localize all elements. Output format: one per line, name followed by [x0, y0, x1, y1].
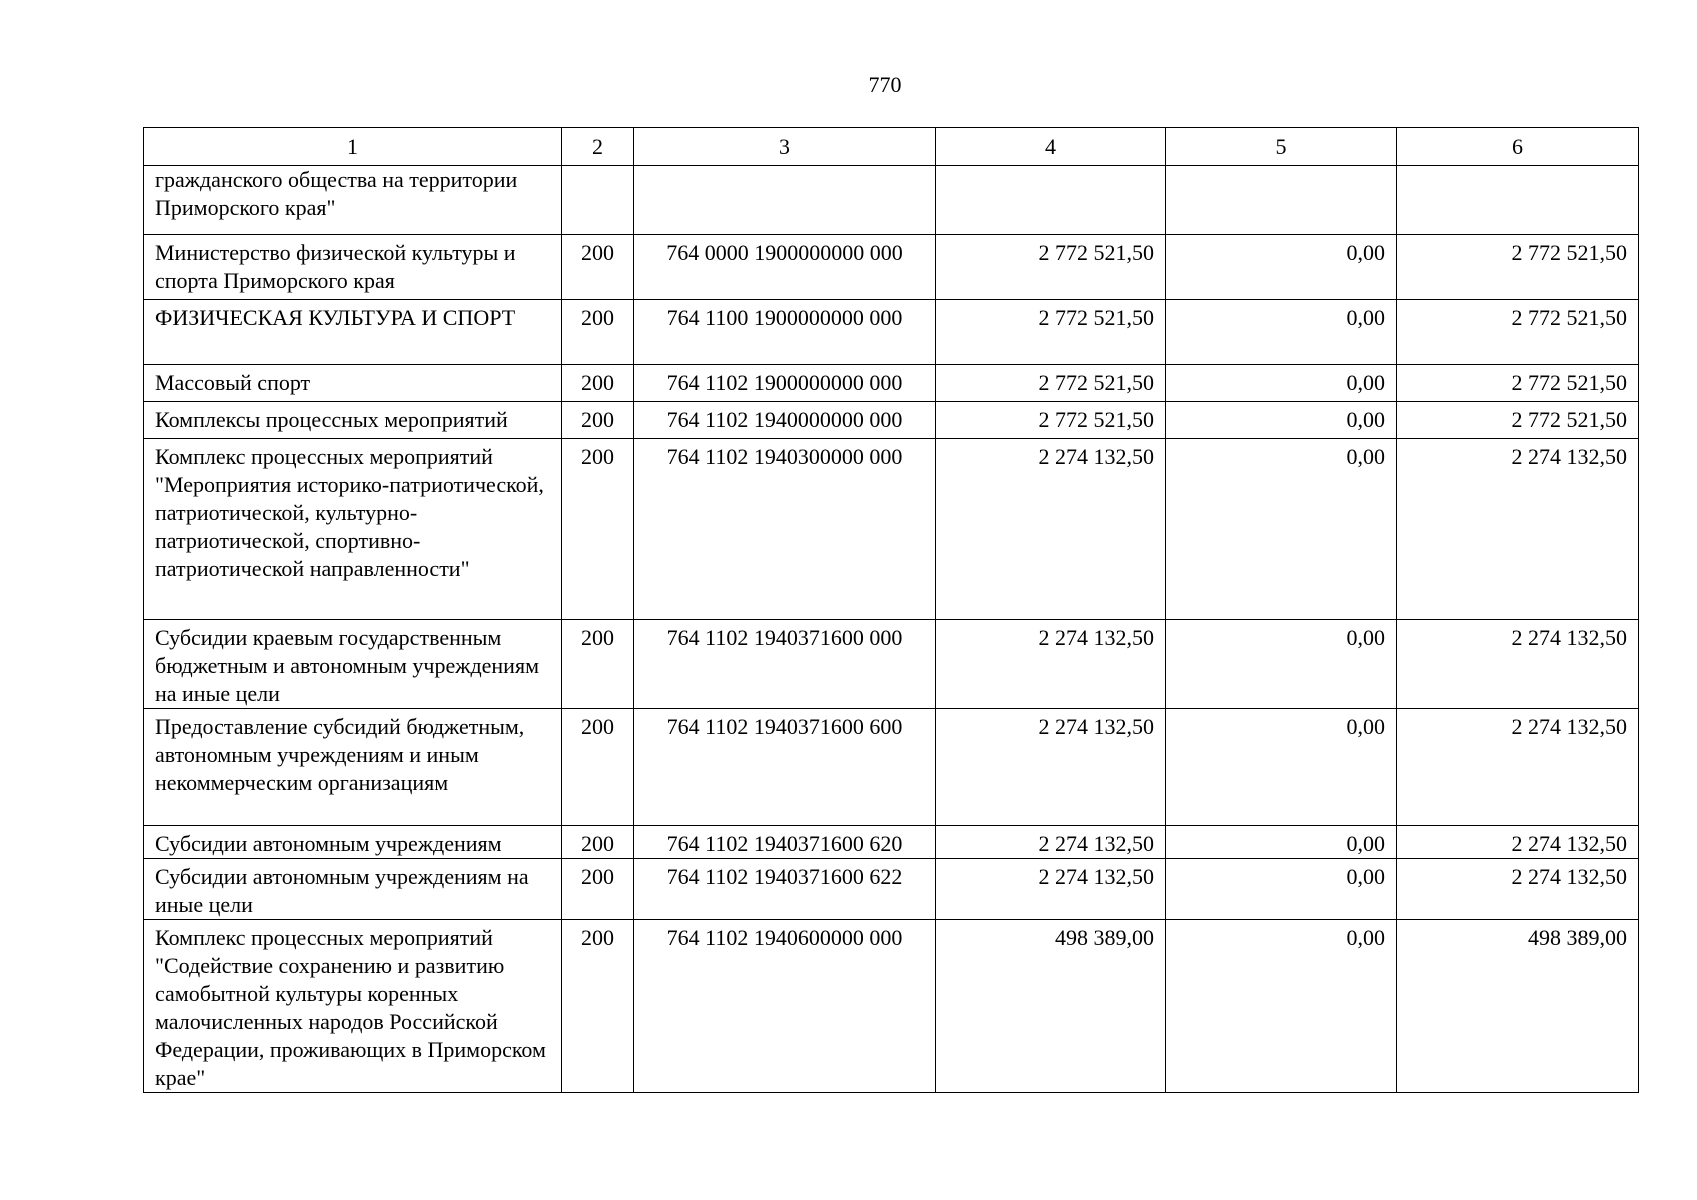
row-value5-cell: 0,00: [1166, 235, 1397, 300]
row-value5-cell: 0,00: [1166, 402, 1397, 439]
row-name-cell: Массовый спорт: [144, 365, 562, 402]
row-name-cell: Предоставление субсидий бюджетным, автономным учреждениям и иным некоммерческим организациям: [144, 709, 562, 826]
row-value4-cell: 2 772 521,50: [936, 300, 1166, 365]
row-name-cell: Субсидии автономным учреждениям: [144, 826, 562, 859]
row-code-cell: 200: [562, 300, 634, 365]
row-value5-cell: 0,00: [1166, 920, 1397, 1093]
row-name-cell: Комплекс процессных мероприятий "Содействие сохранению и развитию самобытной культуры коренных малочисленных народов Российской Федерации, проживающих в Приморском крае": [144, 920, 562, 1093]
row-code-cell: [562, 166, 634, 235]
row-code-cell: 200: [562, 365, 634, 402]
table-row: [144, 235, 1639, 300]
row-kbk-cell: 764 1102 1940000000 000: [634, 402, 936, 439]
row-value6-cell: 2 772 521,50: [1397, 300, 1639, 365]
row-kbk-cell: 764 1100 1900000000 000: [634, 300, 936, 365]
column-header: 5: [1166, 128, 1397, 166]
column-header: 3: [634, 128, 936, 166]
row-value5-cell: 0,00: [1166, 620, 1397, 709]
row-value6-cell: 2 772 521,50: [1397, 365, 1639, 402]
table-row: [144, 709, 1639, 826]
row-code-cell: 200: [562, 620, 634, 709]
table-row: [144, 402, 1639, 439]
row-kbk-cell: 764 1102 1940371600 600: [634, 709, 936, 826]
row-value4-cell: 2 772 521,50: [936, 402, 1166, 439]
row-value4-cell: 2 274 132,50: [936, 620, 1166, 709]
row-code-cell: 200: [562, 402, 634, 439]
row-kbk-cell: 764 1102 1940371600 620: [634, 826, 936, 859]
row-code-cell: 200: [562, 920, 634, 1093]
row-name-cell: Комплексы процессных мероприятий: [144, 402, 562, 439]
row-value4-cell: 2 274 132,50: [936, 859, 1166, 920]
row-value5-cell: 0,00: [1166, 300, 1397, 365]
table-row: [144, 300, 1639, 365]
table-row: [144, 620, 1639, 709]
table-row: [144, 166, 1639, 235]
table-row: [144, 859, 1639, 920]
row-code-cell: 200: [562, 439, 634, 620]
row-name-cell: Субсидии автономным учреждениям на иные цели: [144, 859, 562, 920]
table-row: [144, 826, 1639, 859]
table-header-row: [144, 128, 1639, 166]
row-name-cell: гражданского общества на территории Приморского края": [144, 166, 562, 235]
row-value6-cell: 2 772 521,50: [1397, 402, 1639, 439]
row-value6-cell: [1397, 166, 1639, 235]
row-value6-cell: 2 274 132,50: [1397, 620, 1639, 709]
row-kbk-cell: [634, 166, 936, 235]
row-code-cell: 200: [562, 859, 634, 920]
row-value4-cell: 498 389,00: [936, 920, 1166, 1093]
budget-table: [143, 127, 1639, 1093]
row-kbk-cell: 764 0000 1900000000 000: [634, 235, 936, 300]
row-value5-cell: 0,00: [1166, 859, 1397, 920]
row-value5-cell: 0,00: [1166, 365, 1397, 402]
row-value5-cell: 0,00: [1166, 826, 1397, 859]
row-kbk-cell: 764 1102 1940600000 000: [634, 920, 936, 1093]
row-value5-cell: 0,00: [1166, 709, 1397, 826]
row-code-cell: 200: [562, 826, 634, 859]
table-row: [144, 439, 1639, 620]
column-header: 4: [936, 128, 1166, 166]
row-value5-cell: [1166, 166, 1397, 235]
row-kbk-cell: 764 1102 1940300000 000: [634, 439, 936, 620]
column-header: 2: [562, 128, 634, 166]
table-row: [144, 365, 1639, 402]
row-code-cell: 200: [562, 235, 634, 300]
row-code-cell: 200: [562, 709, 634, 826]
row-value6-cell: 2 772 521,50: [1397, 235, 1639, 300]
row-name-cell: ФИЗИЧЕСКАЯ КУЛЬТУРА И СПОРТ: [144, 300, 562, 365]
row-kbk-cell: 764 1102 1900000000 000: [634, 365, 936, 402]
row-value4-cell: [936, 166, 1166, 235]
row-value6-cell: 2 274 132,50: [1397, 826, 1639, 859]
column-header: 6: [1397, 128, 1639, 166]
row-name-cell: Комплекс процессных мероприятий "Мероприятия историко-патриотической, патриотической, культурно-патриотической, спортивно-патриотической направленности": [144, 439, 562, 620]
row-value6-cell: 2 274 132,50: [1397, 709, 1639, 826]
row-kbk-cell: 764 1102 1940371600 622: [634, 859, 936, 920]
row-value4-cell: 2 274 132,50: [936, 439, 1166, 620]
row-value4-cell: 2 274 132,50: [936, 709, 1166, 826]
row-value6-cell: 498 389,00: [1397, 920, 1639, 1093]
row-value6-cell: 2 274 132,50: [1397, 859, 1639, 920]
row-kbk-cell: 764 1102 1940371600 000: [634, 620, 936, 709]
row-name-cell: Министерство физической культуры и спорта Приморского края: [144, 235, 562, 300]
row-value4-cell: 2 274 132,50: [936, 826, 1166, 859]
row-value6-cell: 2 274 132,50: [1397, 439, 1639, 620]
row-value5-cell: 0,00: [1166, 439, 1397, 620]
page-number: 770: [868, 72, 902, 97]
row-value4-cell: 2 772 521,50: [936, 235, 1166, 300]
row-value4-cell: 2 772 521,50: [936, 365, 1166, 402]
table-row: [144, 920, 1639, 1093]
column-header: 1: [144, 128, 562, 166]
row-name-cell: Субсидии краевым государственным бюджетным и автономным учреждениям на иные цели: [144, 620, 562, 709]
